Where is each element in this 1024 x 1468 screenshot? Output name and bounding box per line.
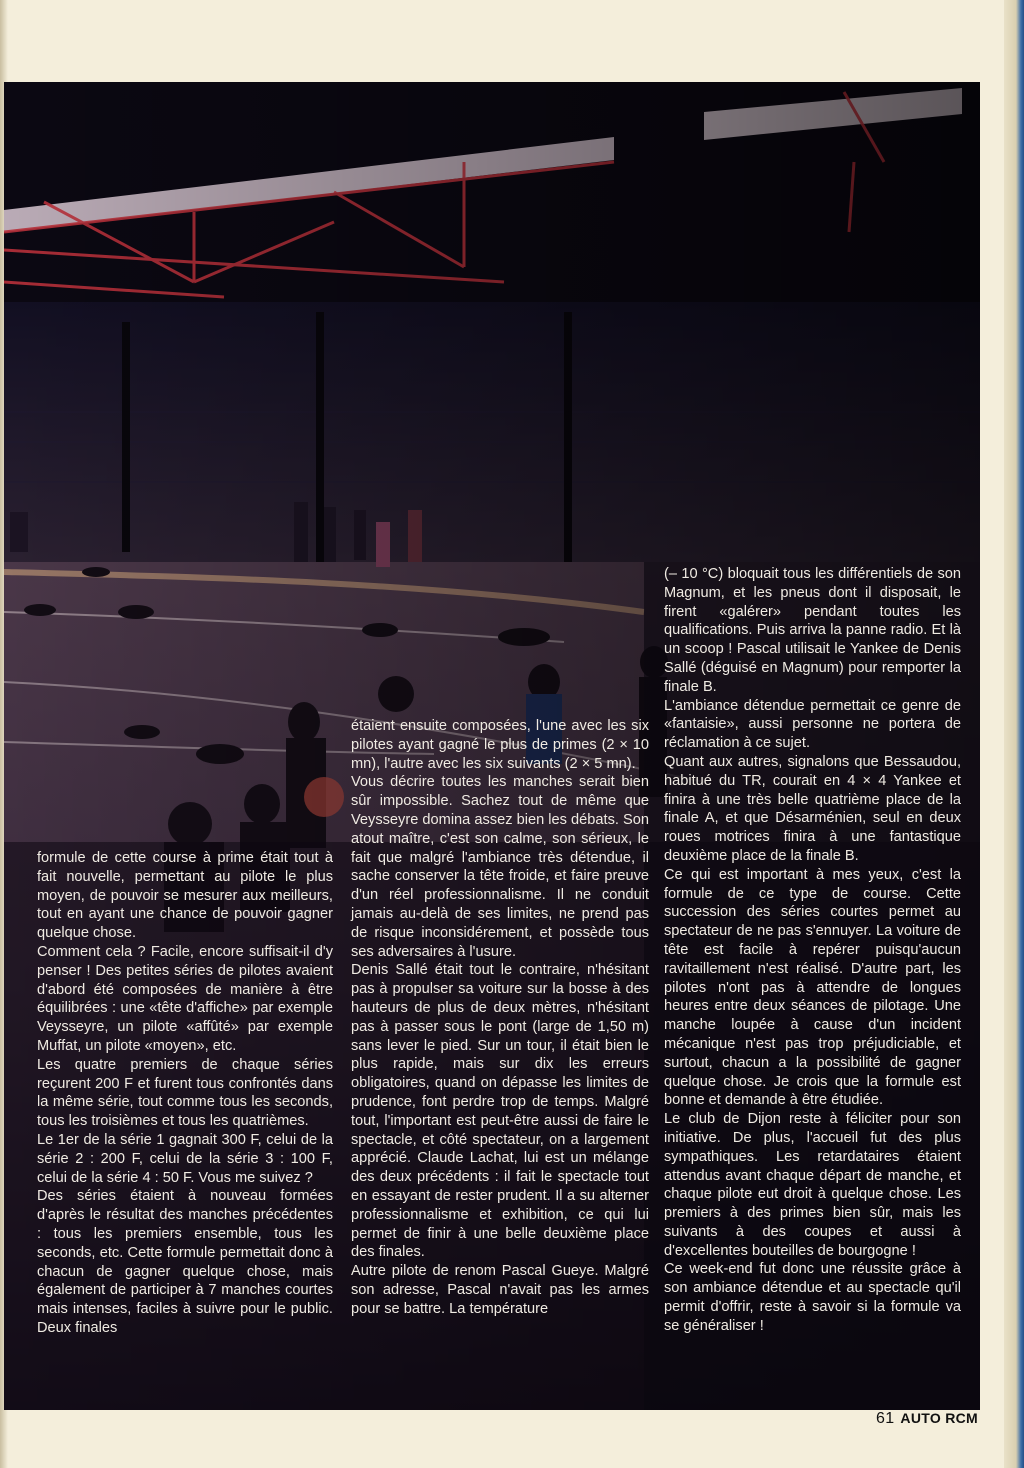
col2-paragraph: Autre pilote de renom Pascal Gueye. Malgré son adresse, Pascal n'avait pas les armes pour se battre. La température — [351, 1263, 649, 1317]
magazine-name: AUTO RCM — [900, 1410, 978, 1426]
col2-paragraph: étaient ensuite composées, l'une avec les six pilotes ayant gagné le plus de primes (2 × 10 mn), l'autre avec les six suivants (2 × 5 mn). — [351, 718, 649, 772]
article-column-1 — [37, 849, 333, 1338]
col1-paragraph: Le 1er de la série 1 gagnait 300 F, celui de la série 2 : 200 F, celui de la série 3 : 100 F, celui de la série 4 : 50 F. Vous me suivez ? — [37, 1131, 333, 1186]
article-column-3 — [664, 565, 961, 1336]
col3-paragraph: Quant aux autres, signalons que Bessaudou, habitué du TR, courait en 4 × 4 Yankee et finira à une très belle quatrième place de la finale A, et que Désarménien, seul en deux roues motrices finira à une fantastique deuxième place de la finale B. — [664, 753, 961, 864]
col3-paragraph: Ce week-end fut donc une réussite grâce à son ambiance détendue et au spectacle qu'il permit d'offrir, reste à savoir si la formule va se généraliser ! — [664, 1261, 961, 1334]
col3-paragraph: Le club de Dijon reste à féliciter pour son initiative. De plus, l'accueil fut des plus sympathiques. Les retardataires étaient attendus avant chaque départ de manche, et chaque pilote eut droit à quelque chose. Les premiers à des primes bien sûr, mais les suivants à des coupes et aussi à d'excellentes bouteilles de bourgogne ! — [664, 1111, 961, 1259]
col3-paragraph: (– 10 °C) bloquait tous les différentiels de son Magnum, et les pneus dont il disposait, le firent «galérer» pendant toutes les qualifications. Puis arriva la panne radio. Et là un scoop ! Pascal utilisait le Yankee de Denis Sallé (déguisé en Magnum) pour remporter la finale B. — [664, 566, 961, 695]
page-footer — [876, 1410, 978, 1428]
col2-paragraph: Vous décrire toutes les manches serait bien sûr impossible. Sachez tout de même que Veysseyre domina assez bien les débats. Son atout maître, c'est son calme, son sérieux, le fait que malgré l'ambiance très détendue, il sache conserver la tête froide, et faire preuve d'un réel professionnalisme. Il ne conduit jamais au-delà de ses limites, ne prend pas de risque inconsidérement, et possède tous ses adversaires à l'usure. — [351, 774, 649, 960]
col3-paragraph: L'ambiance détendue permettait ce genre de «fantaisie», aussi personne ne portera de réclamation à ce sujet. — [664, 697, 961, 752]
article-column-2 — [351, 717, 649, 1319]
col1-paragraph: Des séries étaient à nouveau formées d'après le résultat des manches précédentes : tous les premiers ensemble, tous les seconds, etc. Cette formule permettait donc à chacun de gagner quelque chose, mais également de participer à 7 manches courtes mais intenses, faciles à suivre pour le public. Deux finales — [37, 1188, 333, 1336]
col1-paragraph: Comment cela ? Facile, encore suffisait-il d'y penser ! Des petites séries de pilotes avaient d'abord été composées de manière à être équilibrées : une «tête d'affiche» par exemple Veysseyre, un pilote «affûté» par exemple Muffat, un pilote «moyen», etc. — [37, 943, 333, 1054]
page-number: 61 — [876, 1410, 895, 1427]
page-right-edge — [1004, 0, 1024, 1468]
col2-paragraph: Denis Sallé était tout le contraire, n'hésitant pas à propulser sa voiture sur la bosse à des hauteurs de plus de deux mètres, n'hésitant pas à passer sous le pont (large de 1,50 m) sans lever le pied. Sur un tour, il était bien le plus rapide, mais sur dix les erreurs obligatoires, quand on dépasse les limites de prudence, font perdre trop de temps. Malgré tout, l'important est peut-être aussi de faire le spectacle, et côté spectateur, on a largement apprécié. Claude Lachat, lui est un mélange des deux précédents : il fait le spectacle tout en essayant de rester prudent. Il a su alterner professionnalisme et exhibition, ce qui lui permet de finir à une belle deuxième place des finales. — [351, 962, 649, 1261]
col1-paragraph: formule de cette course à prime était tout à fait nouvelle, permettant au pilote le plus moyen, de pouvoir se mesurer aux meilleurs, tout en ayant une chance de pouvoir gagner quelque chose. — [37, 850, 333, 942]
col3-paragraph: Ce qui est important à mes yeux, c'est la formule de ce type de course. Cette succession des séries courtes permet au spectateur de ne pas s'ennuyer. La voiture de tête est facile à repérer puisqu'aucun ravitaillement n'est réalisé. D'autre part, les pilotes n'ont pas à attendre de longues heures entre deux séances de pilotage. Une manche loupée à cause d'un incident mécanique n'est pas trop préjudiciable, et surtout, chacun a la possibilité de gagner quelque chose. Je crois que la formule est bonne et demande à être étudiée. — [664, 866, 961, 1109]
col1-paragraph: Les quatre premiers de chaque séries reçurent 200 F et furent tous confrontés dans la même série, tout comme tous les seconds, tous les troisièmes et tous les quatrièmes. — [37, 1056, 333, 1130]
